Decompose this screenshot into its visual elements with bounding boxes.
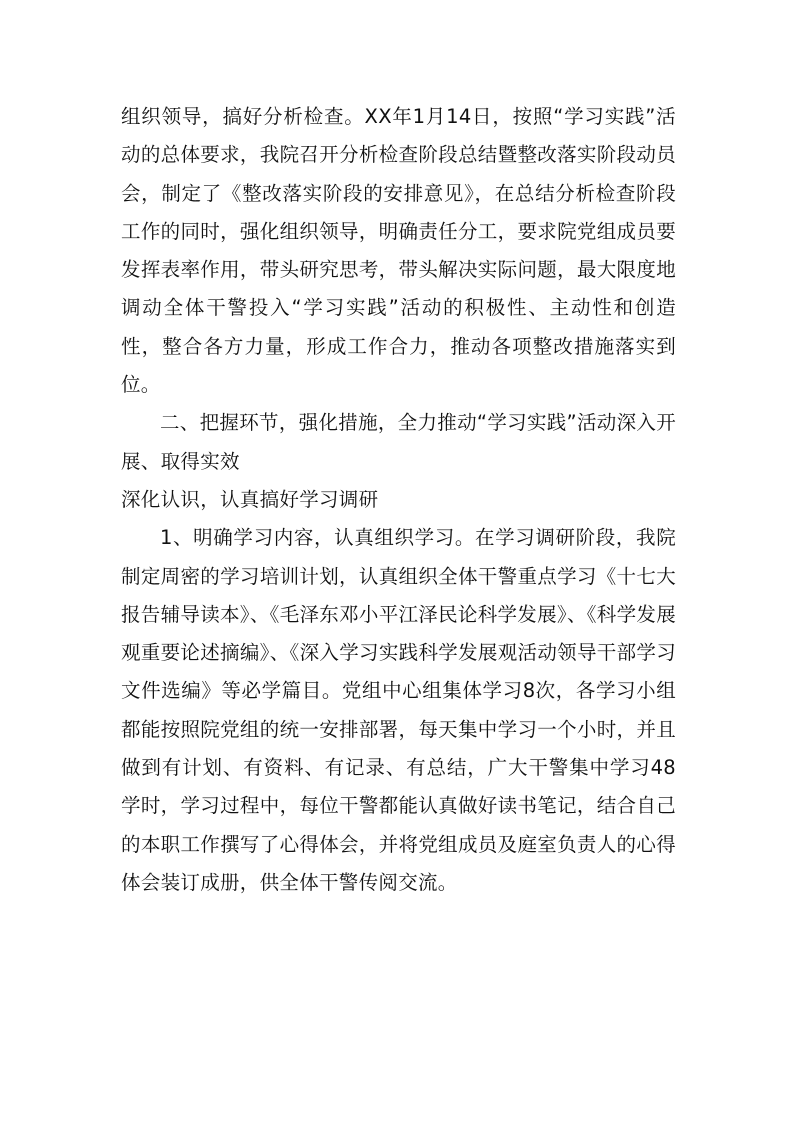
document-body xyxy=(121,98,676,902)
paragraph-1: 组织领导，搞好分析检查。XX年1月14日，按照“学习实践”活动的总体要求，我院召开分析检查阶段总结暨整改落实阶段动员会，制定了《整改落实阶段的安排意见》，在总结分析检查阶段工作的同时，强化组织领导，明确责任分工，要求院党组成员要发挥表率作用，带头研究思考，带头解决实际问题，最大限度地调动全体干警投入“学习实践”活动的积极性、主动性和创造性，整合各方力量，形成工作合力，推动各项整改措施落实到位。 xyxy=(121,105,676,397)
section-heading-2: 二、把握环节，强化措施，全力推动“学习实践”活动深入开展、取得实效 xyxy=(121,411,676,473)
subsection-heading: 深化认识，认真搞好学习调研 xyxy=(121,487,379,511)
paragraph-2: 1、明确学习内容，认真组织学习。在学习调研阶段，我院制定周密的学习培训计划，认真组织全体干警重点学习《十七大报告辅导读本》、《毛泽东邓小平江泽民论科学发展》、《科学发展观重要论述摘编》、《深入学习实践科学发展观活动领导干部学习文件选编》等必学篇目。党组中心组集体学习8次，各学习小组都能按照院党组的统一安排部署，每天集中学习一个小时，并且做到有计划、有资料、有记录、有总结，广大干警集中学习48学时，学习过程中，每位干警都能认真做好读书笔记，结合自己的本职工作撰写了心得体会，并将党组成员及庭室负责人的心得体会装订成册，供全体干警传阅交流。 xyxy=(121,526,677,894)
